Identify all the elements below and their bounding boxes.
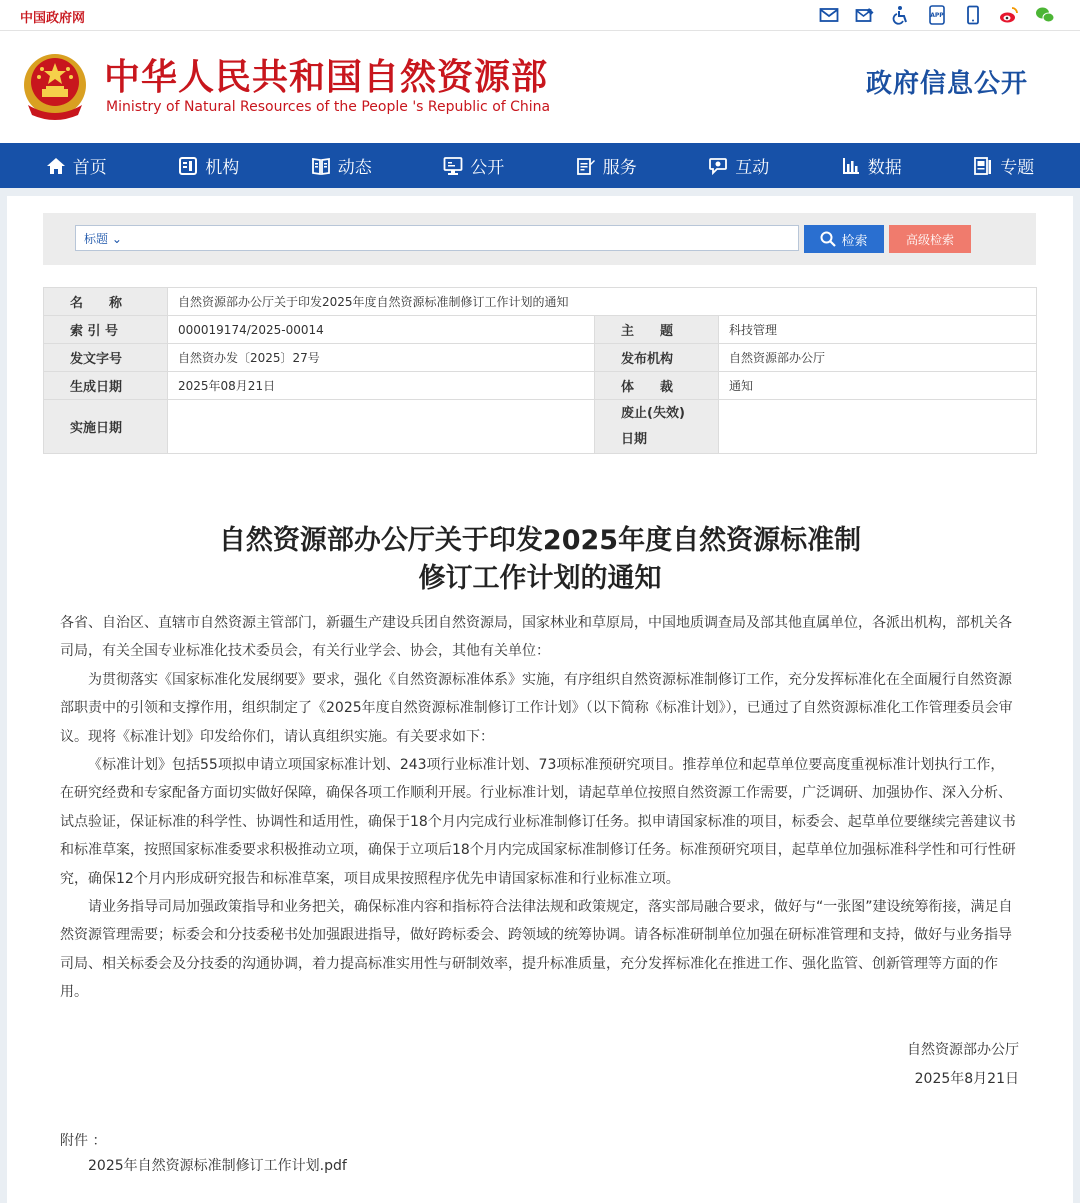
wechat-icon[interactable] xyxy=(1034,4,1056,26)
nav-item-service[interactable] xyxy=(564,143,649,188)
org-icon xyxy=(178,156,198,176)
main-nav xyxy=(0,143,1080,188)
nav-item-home[interactable] xyxy=(34,143,119,188)
article-paragraph: 各省、自治区、直辖市自然资源主管部门，新疆生产建设兵团自然资源局，国家林业和草原局，中国地质调查局及部其他直属单位，各派出机构，部机关各司局，有关全国专业标准化技术委员会，有关行业学会、协会，其他有关单位： xyxy=(60,615,1012,660)
abolish-date-label: 废止(失效) 日期 xyxy=(595,400,719,454)
weibo-icon[interactable] xyxy=(998,4,1020,26)
nav-item-news[interactable] xyxy=(299,143,384,188)
svg-text:APP: APP xyxy=(930,12,944,19)
topic-icon xyxy=(973,156,993,176)
signature-date: 2025年8月21日 xyxy=(914,1071,1019,1087)
search-field-select[interactable]: 标题 ⌄ xyxy=(84,232,122,246)
nav-label: 互动 xyxy=(735,158,770,178)
site-title-cn[interactable]: 中华人民共和国自然资源部 xyxy=(104,57,549,98)
article-paragraph: 《标准计划》包括55项拟申请立项国家标准计划、243项行业标准计划、73项标准预研究项目。推荐单位和起草单位要高度重视标准计划执行工作，在研究经费和专家配备方面切实做好保障，确保各项工作顺利开展。行业标准计划，请起草单位按照自然资源工作需要，广泛调研、加强协作、深入分析、试点验证，保证标准的科学性、协调性和适用性，确保于18个月内完成行业标准制修订任务。拟申请国家标准的项目，标委会、起草单位要继续完善建议书和标准草案，按照国家标准委要求积极推动立项，确保于立项后18个月内完成国家标准制修订任务。标准预研究项目，起草单位加强标准科学性和可行性研究，确保12个月内形成研究报告和标准草案，项目成果按照程序优先申请国家标准和行业标准立项。 xyxy=(60,757,1016,887)
main-panel xyxy=(7,196,1073,1203)
search-input[interactable] xyxy=(136,228,786,248)
doc-number-value: 自然资办发〔2025〕27号 xyxy=(168,344,595,372)
abolish-date-value xyxy=(719,400,1037,454)
signature-block xyxy=(907,1036,1019,1094)
chat-icon xyxy=(708,156,728,176)
nav-label: 服务 xyxy=(602,158,637,178)
implementation-date-value xyxy=(168,400,595,454)
top-icons xyxy=(818,4,1056,26)
chart-icon xyxy=(841,156,861,176)
date-label: 生成日期 xyxy=(44,372,168,400)
search-box xyxy=(75,225,799,251)
article-paragraph: 请业务指导司局加强政策指导和业务把关，确保标准内容和指标符合法律法规和政策规定，落实部局融合要求，做好与“一张图”建设统筹衔接，满足自然资源管理需要；标委会和分技委秘书处加强跟进指导，做好跨标委会、跨领域的统筹协调。请各标准研制单位加强在研标准管理和支持，做好与业务指导司局、相关标委会及分技委的沟通协调，着力提高标准实用性与研制效率，提升标准质量，充分发挥标准化在推进工作、强化监管、创新管理等方面的作用。 xyxy=(60,899,1013,1001)
doc-info-table xyxy=(43,287,1037,454)
advanced-search-button[interactable]: 高级检索 xyxy=(889,225,971,253)
article-title: 自然资源部办公厅关于印发2025年度自然资源标准制 修订工作计划的通知 xyxy=(218,525,862,594)
implementation-date-label: 实施日期 xyxy=(44,400,168,454)
top-bar xyxy=(0,0,1080,31)
site-header xyxy=(0,31,1080,143)
app-icon[interactable] xyxy=(926,4,948,26)
mail-edit-icon[interactable] xyxy=(854,4,876,26)
chevron-down-icon: ⌄ xyxy=(111,232,122,246)
index-value: 000019174/2025-00014 xyxy=(168,316,595,344)
accessibility-icon[interactable] xyxy=(890,4,912,26)
public-icon xyxy=(443,156,463,176)
name-value: 自然资源部办公厅关于印发2025年度自然资源标准制修订工作计划的通知 xyxy=(168,288,1037,316)
publisher-label: 发布机构 xyxy=(595,344,719,372)
national-emblem-icon[interactable] xyxy=(20,49,90,123)
topic-value: 科技管理 xyxy=(719,316,1037,344)
genre-label: 体 裁 xyxy=(595,372,719,400)
nav-item-interact[interactable] xyxy=(696,143,781,188)
service-icon xyxy=(576,156,596,176)
news-icon xyxy=(311,156,331,176)
home-icon xyxy=(46,156,66,176)
doc-number-label: 发文字号 xyxy=(44,344,168,372)
publisher-value: 自然资源部办公厅 xyxy=(719,344,1037,372)
site-title-en: Ministry of Natural Resources of the People 's Republic of China xyxy=(106,99,551,115)
attachment-link[interactable]: 2025年自然资源标准制修订工作计划.pdf xyxy=(88,1158,347,1174)
nav-label: 公开 xyxy=(470,158,505,178)
nav-label: 数据 xyxy=(867,158,902,178)
gov-info-title[interactable]: 政府信息公开 xyxy=(865,69,1028,99)
nav-label: 动态 xyxy=(337,158,372,178)
search-icon xyxy=(820,231,836,247)
nav-item-org[interactable] xyxy=(166,143,251,188)
signature-org: 自然资源部办公厅 xyxy=(907,1042,1019,1058)
gov-portal-link[interactable]: 中国政府网 xyxy=(20,11,86,26)
topic-label: 主 题 xyxy=(595,316,719,344)
attachment-label: 附件 ： xyxy=(60,1133,107,1149)
search-button[interactable] xyxy=(804,225,884,253)
genre-value: 通知 xyxy=(719,372,1037,400)
nav-item-data[interactable] xyxy=(829,143,914,188)
article-paragraph: 为贯彻落实《国家标准化发展纲要》要求，强化《自然资源标准体系》实施，有序组织自然资源标准制修订工作，充分发挥标准化在全面履行自然资源部职责中的引领和支撑作用，组织制定了《2025年度自然资源标准制修订工作计划》（以下简称《标准计划》），已通过了自然资源标准化工作管理委员会审议。现将《标准计划》印发给你们，请认真组织实施。有关要求如下： xyxy=(60,671,1013,745)
nav-label: 首页 xyxy=(72,158,107,178)
index-label: 索 引 号 xyxy=(44,316,168,344)
name-label: 名 称 xyxy=(44,288,168,316)
nav-item-topic[interactable] xyxy=(961,143,1046,188)
mobile-icon[interactable] xyxy=(962,4,984,26)
nav-label: 机构 xyxy=(205,158,240,178)
nav-label: 专题 xyxy=(1000,158,1035,178)
article-body xyxy=(60,609,1018,1007)
search-area xyxy=(43,213,1036,265)
date-value: 2025年08月21日 xyxy=(168,372,595,400)
nav-item-public[interactable] xyxy=(431,143,516,188)
mail-icon[interactable] xyxy=(818,4,840,26)
search-button-label: 检索 xyxy=(841,233,868,249)
